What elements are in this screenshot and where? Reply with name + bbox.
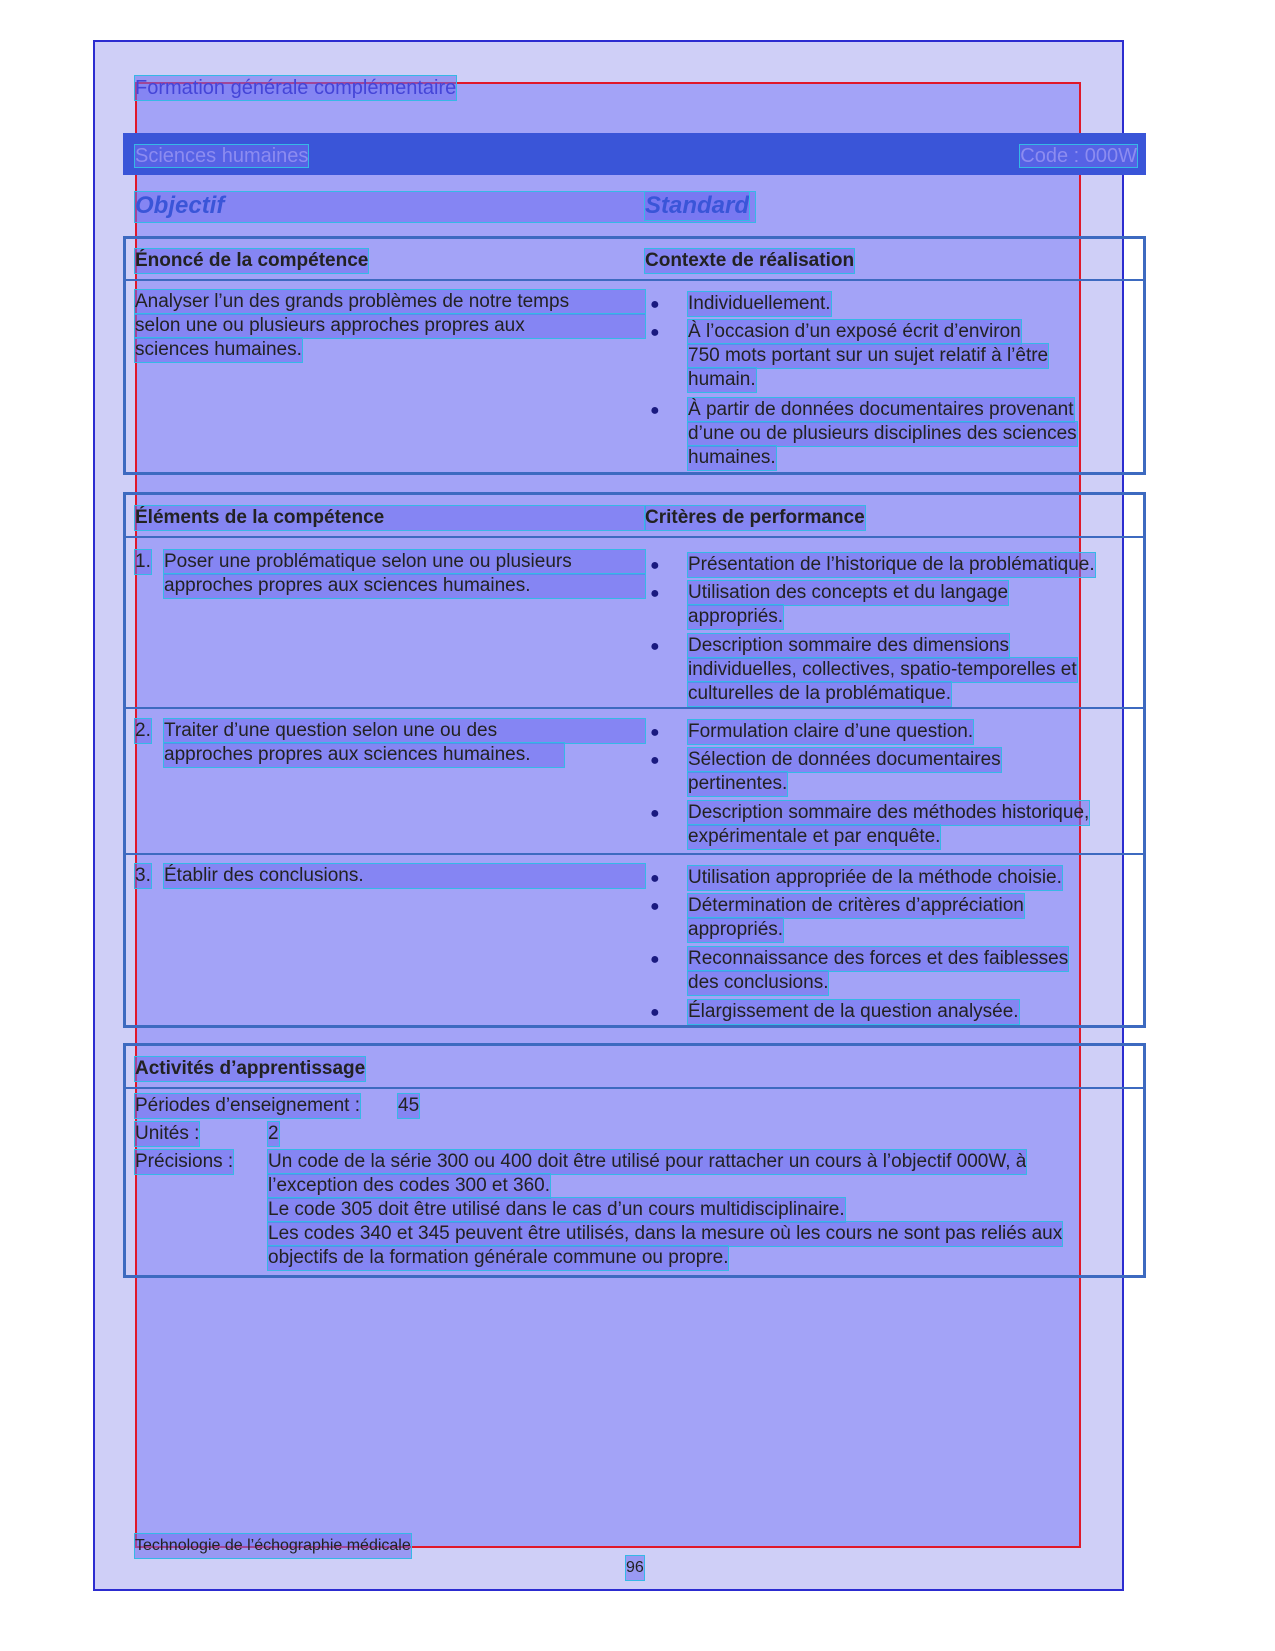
bullet-icon: ●	[650, 898, 660, 915]
bullet-icon: ●	[650, 870, 660, 887]
criterion-text: Description sommaire des méthodes historique,	[688, 802, 1090, 823]
criterion-text: Reconnaissance des forces et des faiblesses	[688, 948, 1069, 969]
element-number: 2.	[135, 720, 151, 741]
standard-heading: Standard	[645, 192, 750, 219]
criterion-text: Détermination de critères d’appréciation	[688, 895, 1024, 916]
element-text: Poser une problématique selon une ou plusieurs	[164, 550, 645, 574]
criterion-text: appropriés.	[688, 919, 784, 940]
criterion-text: Utilisation appropriée de la méthode choisie.	[688, 867, 1062, 888]
criterion-text: expérimentale et par enquête.	[688, 826, 941, 847]
bullet-icon: ●	[650, 585, 660, 602]
element-text: approches propres aux sciences humaines.	[164, 574, 645, 598]
contexte-heading: Contexte de réalisation	[645, 250, 855, 271]
enonce-line: sciences humaines.	[135, 339, 302, 360]
bullet-icon: ●	[650, 951, 660, 968]
document-title: Formation générale complémentaire	[135, 77, 457, 99]
criterion-text: culturelles de la problématique.	[688, 683, 951, 704]
criterion-text: Utilisation des concepts et du langage	[688, 582, 1009, 603]
element-text: Établir des conclusions.	[164, 864, 645, 888]
criterion-text: individuelles, collectives, spatio-temporelles et	[688, 659, 1077, 680]
bullet-icon: ●	[650, 324, 660, 341]
precision-line: Un code de la série 300 ou 400 doit être utilisé pour rattacher un cours à l’objectif 000W, à	[268, 1151, 1027, 1172]
criterion-text: pertinentes.	[688, 773, 788, 794]
contexte-item: d’une ou de plusieurs disciplines des sciences	[688, 423, 1077, 444]
unites-label: Unités :	[135, 1123, 200, 1144]
bullet-icon: ●	[650, 296, 660, 313]
enonce-line: selon une ou plusieurs approches propres aux	[135, 314, 645, 338]
element-number: 1.	[135, 551, 151, 572]
criterion-text: des conclusions.	[688, 972, 829, 993]
elements-heading: Éléments de la compétence	[135, 506, 645, 530]
criterion-text: Élargissement de la question analysée.	[688, 1001, 1019, 1022]
element-number: 3.	[135, 865, 151, 886]
element-text: approches propres aux sciences humaines.	[164, 743, 564, 767]
bullet-icon: ●	[650, 557, 660, 574]
bullet-icon: ●	[650, 724, 660, 741]
bullet-icon: ●	[650, 402, 660, 419]
periodes-label: Périodes d’enseignement :	[135, 1095, 360, 1116]
contexte-item: Individuellement.	[688, 293, 831, 314]
footer-program: Technologie de l’échographie médicale	[135, 1534, 411, 1558]
row-divider	[123, 853, 1146, 855]
bullet-icon: ●	[650, 752, 660, 769]
page-number: 96	[626, 1556, 644, 1580]
enonce-heading: Énoncé de la compétence	[135, 250, 369, 271]
row-divider	[123, 707, 1146, 709]
competence-divider	[123, 279, 1146, 281]
criterion-text: Sélection de données documentaires	[688, 749, 1001, 770]
precision-line: l’exception des codes 300 et 360.	[268, 1175, 551, 1196]
precisions-label: Précisions :	[135, 1151, 234, 1172]
precision-line: objectifs de la formation générale commune ou propre.	[268, 1247, 729, 1268]
bullet-icon: ●	[650, 638, 660, 655]
activites-heading: Activités d’apprentissage	[135, 1058, 366, 1079]
contexte-item: 750 mots portant sur un sujet relatif à l’être	[688, 345, 1049, 366]
discipline-name: Sciences humaines	[135, 145, 309, 167]
discipline-code: Code : 000W	[1020, 145, 1137, 167]
bullet-icon: ●	[650, 1004, 660, 1021]
element-text: Traiter d’une question selon une ou des	[164, 719, 645, 743]
elements-divider	[123, 536, 1146, 538]
precision-line: Le code 305 doit être utilisé dans le cas d’un cours multidisciplinaire.	[268, 1199, 845, 1220]
contexte-item: humain.	[688, 369, 756, 390]
activites-divider	[123, 1087, 1146, 1089]
contexte-item: humaines.	[688, 447, 776, 468]
periodes-value: 45	[398, 1095, 420, 1116]
unites-value: 2	[268, 1123, 279, 1144]
criteres-heading: Critères de performance	[645, 507, 865, 528]
precision-line: Les codes 340 et 345 peuvent être utilisés, dans la mesure où les cours ne sont pas reliés aux	[268, 1223, 1063, 1244]
objectif-heading: Objectif	[135, 192, 755, 222]
criterion-text: Formulation claire d’une question.	[688, 721, 974, 742]
contexte-item: À partir de données documentaires provenant	[688, 399, 1074, 420]
criterion-text: Présentation de l’historique de la problématique.	[688, 554, 1095, 575]
criterion-text: Description sommaire des dimensions	[688, 635, 1010, 656]
contexte-item: À l’occasion d’un exposé écrit d’environ	[688, 321, 1021, 342]
criterion-text: appropriés.	[688, 606, 784, 627]
bullet-icon: ●	[650, 805, 660, 822]
enonce-line: Analyser l’un des grands problèmes de notre temps	[135, 290, 645, 314]
